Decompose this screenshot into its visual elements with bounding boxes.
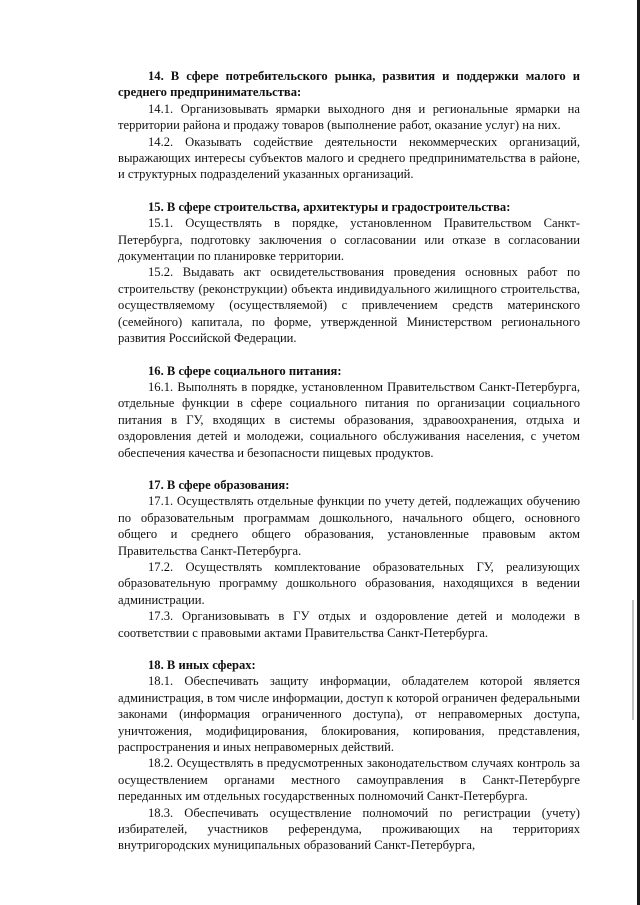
paragraph-15-2: 15.2. Выдавать акт освидетельствования проведения основных работ по строительству (реконструкции) объекта индивидуального жилищного строительства, осуществляемому (осуществляемой) с привлечением средств материнского (семейного) капитала, по форме, утвержденной Министерством регионального развития Российской Федерации. — [118, 265, 580, 346]
paragraph-17-2: 17.2. Осуществлять комплектование образовательных ГУ, реализующих образовательную программу дошкольного образования, находящихся в ведении администрации. — [118, 559, 580, 607]
paragraph-15-1: 15.1. Осуществлять в порядке, установленном Правительством Санкт-Петербурга, подготовку заключения о согласовании или отказе в согласовании документации по планировке территории. — [118, 216, 580, 264]
section-14 — [118, 68, 580, 183]
section-heading: 14. В сфере потребительского рынка, развития и поддержки малого и среднего предпринимательства: — [118, 69, 580, 100]
section-16 — [118, 363, 580, 461]
paragraph-16-1: 16.1. Выполнять в порядке, установленном Правительством Санкт-Петербурга, отдельные функции в сфере социального питания по организации социального питания в ГУ, входящих в системы образования, здравоохранения, отдыха и оздоровления детей и молодежи, социального обслуживания населения, с учетом обеспечения качества и безопасности пищевых продуктов. — [118, 379, 580, 460]
section-heading: 17. В сфере образования: — [148, 477, 290, 492]
section-heading: 15. В сфере строительства, архитектуры и градостроительства: — [148, 199, 511, 214]
paragraph-18-3: 18.3. Обеспечивать осуществление полномочий по регистрации (учету) избирателей, участников референдума, проживающих на территориях внутригородских муниципальных образований Санкт-Петербурга, — [118, 805, 580, 853]
paragraph-17-1: 17.1. Осуществлять отдельные функции по учету детей, подлежащих обучению по образовательным программам дошкольного, начального общего, основного общего и среднего общего образования, установленные правовым актом Правительства Санкт-Петербурга. — [118, 494, 580, 558]
paragraph-18-1: 18.1. Обеспечивать защиту информации, обладателем которой является администрация, в том числе информации, доступ к которой ограничен федеральными законами (информация ограниченного доступа), от неправомерных доступа, уничтожения, модифицирования, блокирования, копирования, представления, распространения и иных неправомерных действий. — [118, 674, 580, 755]
paragraph-14-1: 14.1. Организовывать ярмарки выходного дня и региональные ярмарки на территории района и продажу товаров (выполнение работ, оказание услуг) на них. — [118, 101, 580, 133]
scan-artifact — [632, 600, 634, 720]
document-body — [118, 68, 580, 854]
section-15 — [118, 199, 580, 347]
paragraph-18-2: 18.2. Осуществлять в предусмотренных законодательством случаях контроль за осуществлением органами местного самоуправления в Санкт-Петербурге переданных им отдельных государственных полномочий Санкт-Петербурга. — [118, 756, 580, 804]
paragraph-14-2: 14.2. Оказывать содействие деятельности некоммерческих организаций, выражающих интересы субъектов малого и среднего предпринимательства в районе, и структурных подразделений указанных организаций. — [118, 134, 580, 182]
section-18 — [118, 657, 580, 854]
paragraph-17-3: 17.3. Организовывать в ГУ отдых и оздоровление детей и молодежи в соответствии с правовыми актами Правительства Санкт-Петербурга. — [118, 609, 580, 640]
section-heading: 18. В иных сферах: — [148, 658, 256, 672]
section-heading: 16. В сфере социального питания: — [148, 363, 342, 378]
section-17 — [118, 477, 580, 641]
